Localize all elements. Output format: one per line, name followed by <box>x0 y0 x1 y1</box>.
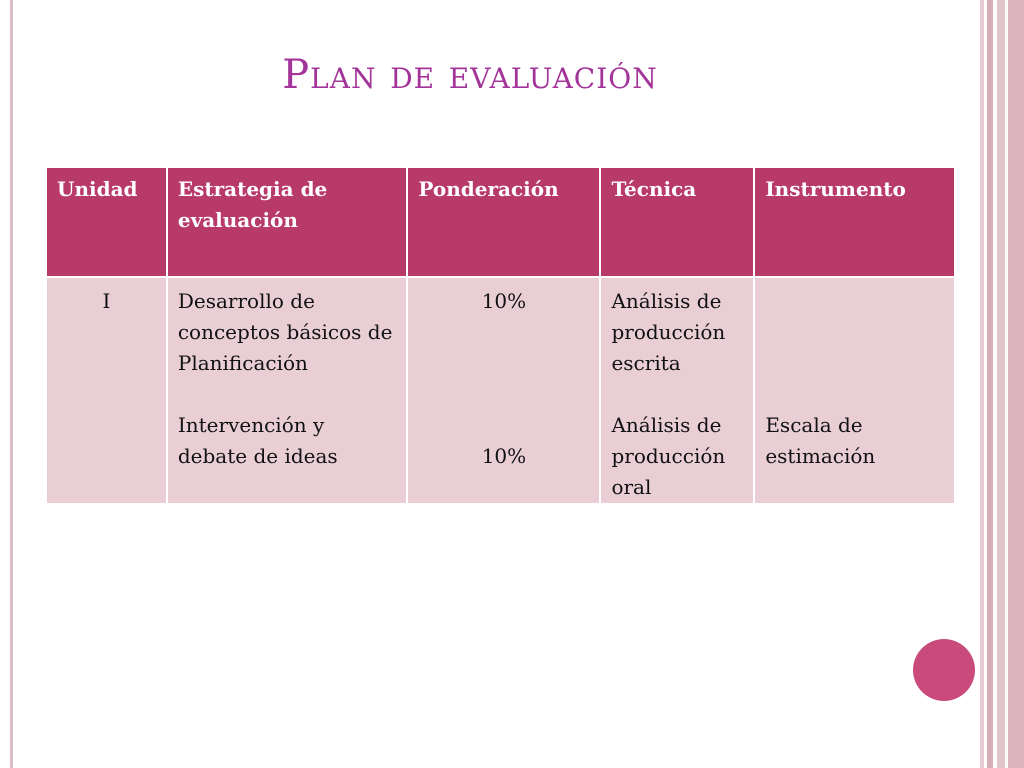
left-decorative-line <box>10 0 13 768</box>
tecnica-item: Análisis de producción oral <box>611 413 726 499</box>
cell-instrumento <box>754 277 955 504</box>
right-decorative-stripes <box>980 0 1024 768</box>
cell-ponderacion <box>407 277 600 504</box>
unidad-value: I <box>102 289 111 313</box>
estrategia-item: Desarrollo de conceptos básicos de Planificación <box>177 289 393 375</box>
ponderacion-item: 10% <box>481 444 527 468</box>
estrategia-item: Intervención y debate de ideas <box>177 413 338 468</box>
header-ponderacion: Ponderación <box>407 167 600 277</box>
slide-title: Plan de evaluación <box>282 52 658 98</box>
cell-unidad <box>46 277 167 504</box>
tecnica-item: Análisis de producción escrita <box>611 289 726 375</box>
ponderacion-item: 10% <box>481 289 527 313</box>
cell-estrategia <box>167 277 408 504</box>
header-estrategia: Estrategia de evaluación <box>167 167 408 277</box>
header-tecnica: Técnica <box>600 167 754 277</box>
table-header-row <box>46 167 955 277</box>
evaluation-plan-table <box>45 166 956 505</box>
table-row <box>46 277 955 504</box>
header-unidad: Unidad <box>46 167 167 277</box>
instrumento-value: Escala de estimación <box>765 413 876 468</box>
header-instrumento: Instrumento <box>754 167 955 277</box>
decorative-circle <box>913 639 975 701</box>
cell-tecnica <box>600 277 754 504</box>
